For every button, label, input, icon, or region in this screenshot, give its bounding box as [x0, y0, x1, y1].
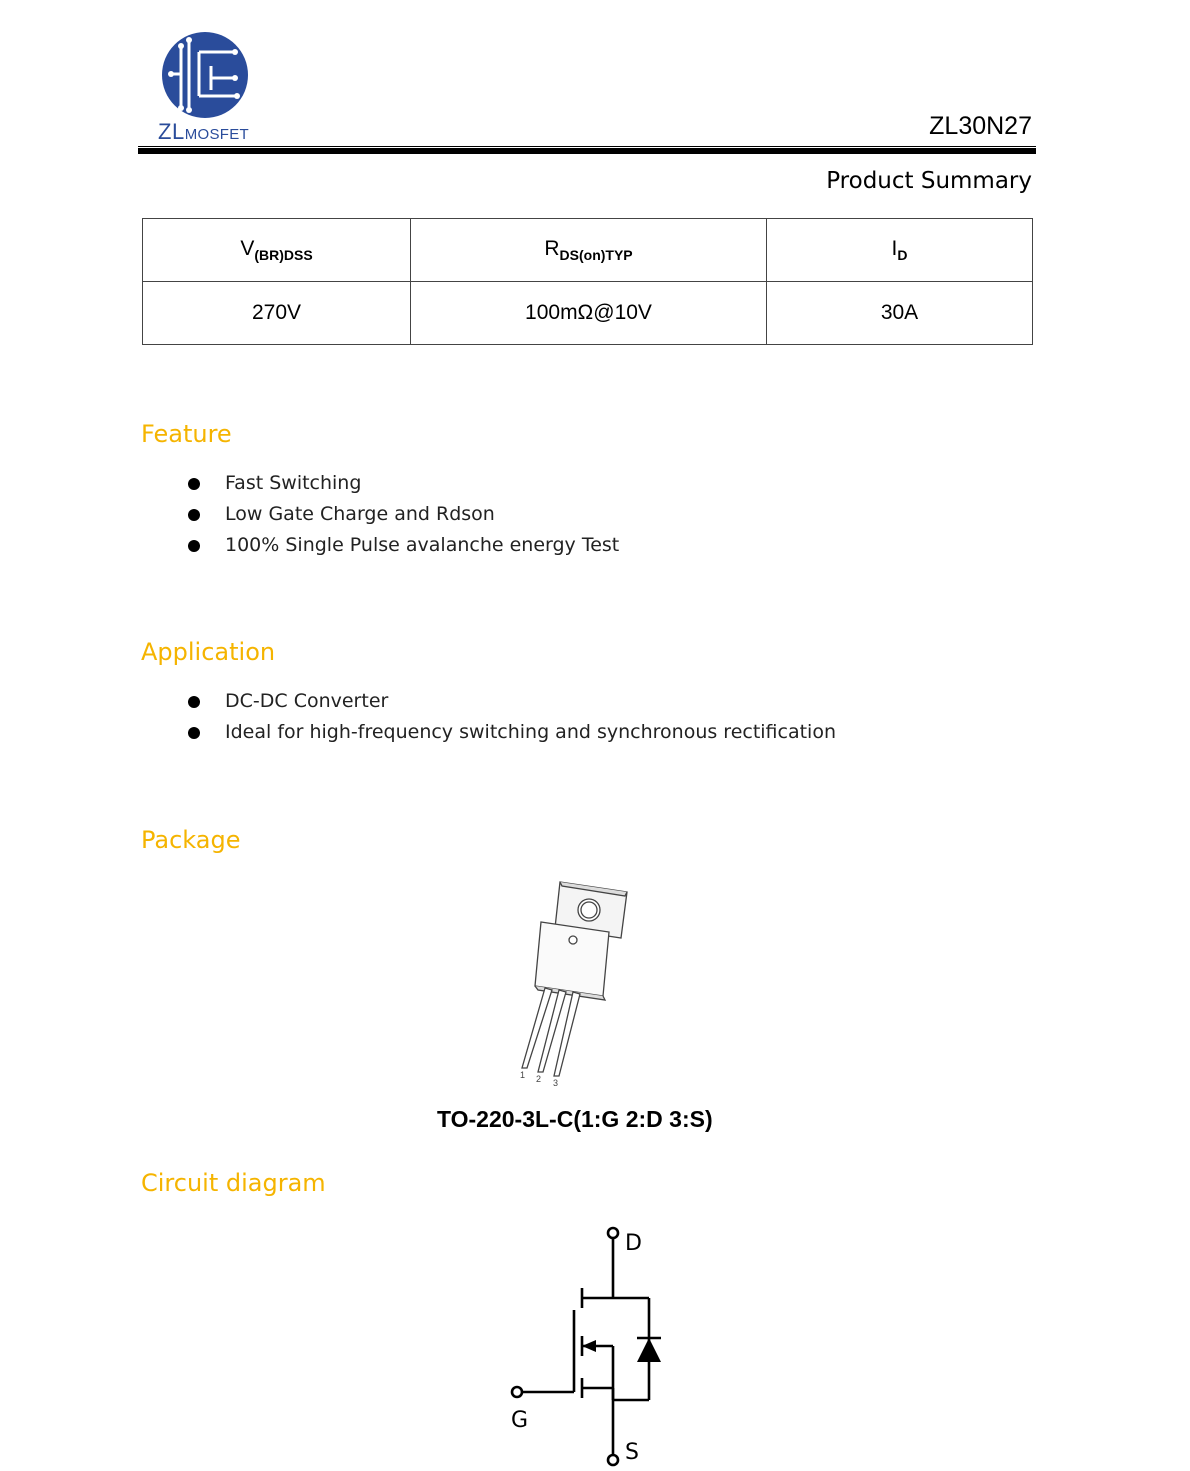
table-row — [143, 282, 1033, 345]
application-title: Application — [141, 638, 276, 666]
value-id: 30A — [767, 282, 1033, 345]
gate-label: G — [511, 1408, 529, 1433]
header-id-sub: D — [897, 247, 908, 263]
header-vbrdss-main: V — [240, 237, 255, 260]
list-item: Low Gate Charge and Rdson — [187, 499, 619, 530]
to220-package-image — [515, 878, 640, 1093]
circuit-diagram-title: Circuit diagram — [141, 1169, 326, 1197]
header-rule-thin — [138, 146, 1036, 147]
list-item: 100% Single Pulse avalanche energy Test — [187, 530, 619, 561]
header-id-main: I — [891, 237, 898, 260]
package-title: Package — [141, 826, 241, 854]
header-rdson — [411, 219, 767, 282]
header-rule-thick — [138, 148, 1036, 154]
application-list — [187, 686, 836, 748]
feature-list — [187, 468, 619, 561]
brand-name — [158, 119, 249, 145]
mosfet-circuit-diagram — [500, 1222, 670, 1471]
header-id — [767, 219, 1033, 282]
value-vbrdss: 270V — [143, 282, 411, 345]
feature-title: Feature — [141, 420, 232, 448]
value-rdson: 100mΩ@10V — [411, 282, 767, 345]
part-number: ZL30N27 — [929, 112, 1032, 140]
table-header-row — [143, 219, 1033, 282]
header-rdson-main: R — [544, 237, 560, 260]
header-vbrdss — [143, 219, 411, 282]
header-rdson-sub: DS(on)TYP — [559, 247, 633, 263]
brand-suffix: MOSFET — [184, 126, 249, 143]
package-caption: TO-220-3L-C(1:G 2:D 3:S) — [437, 1106, 713, 1132]
pin-label-1: 1 — [520, 1070, 526, 1080]
product-summary-title: Product Summary — [826, 168, 1032, 194]
product-summary-table — [142, 218, 1033, 345]
drain-label: D — [625, 1231, 642, 1256]
pin-label-2: 2 — [536, 1074, 542, 1084]
pin-label-3: 3 — [553, 1078, 559, 1088]
list-item: Ideal for high-frequency switching and synchronous rectification — [187, 717, 836, 748]
list-item: DC-DC Converter — [187, 686, 836, 717]
list-item: Fast Switching — [187, 468, 619, 499]
brand-prefix: ZL — [158, 119, 185, 144]
source-label: S — [625, 1440, 639, 1465]
header-vbrdss-sub: (BR)DSS — [254, 247, 313, 263]
